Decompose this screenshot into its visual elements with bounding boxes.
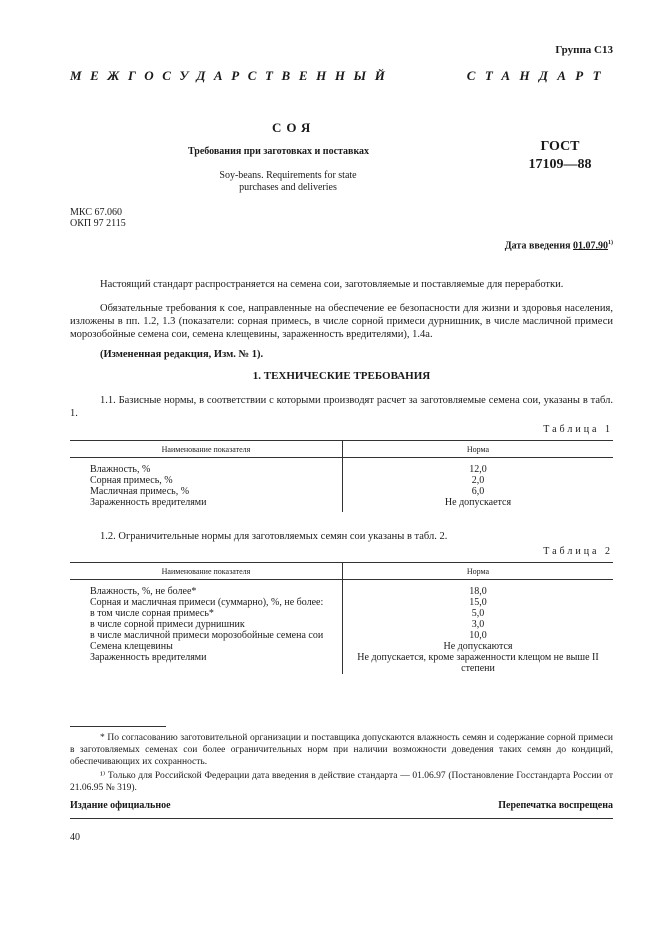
table-row [70, 630, 613, 641]
footnote-star [70, 732, 613, 768]
scope-text: Настоящий стандарт распространяется на семена сои, заготовляемые и поставляемые для переработки. [100, 279, 564, 290]
table2-cell-name: Семена клещевины [70, 641, 343, 652]
table-row [70, 486, 613, 497]
table1-cell-value: 2,0 [471, 475, 485, 486]
intro-date-value: 01.07.90 [573, 240, 608, 252]
english-title [160, 170, 416, 194]
table-row [70, 580, 613, 598]
paragraph-1-1 [70, 394, 613, 420]
clause-1-2-text: 1.2. Ограничительные нормы для заготовляемых семян сои указаны в табл. 2. [100, 531, 448, 542]
document-subtitle: Требования при заготовках и поставках [188, 146, 370, 157]
table2-cell-value: Не допускаются [443, 641, 513, 652]
page-number: 40 [70, 832, 80, 843]
table2-cell-name: в числе сорной примеси дурнишник [70, 619, 343, 630]
table2-cell-value: 3,0 [471, 619, 485, 630]
table-row [70, 619, 613, 630]
gost-designation [520, 138, 600, 174]
table1-cell-name: Сорная примесь, % [70, 475, 343, 486]
table-limit-norms [70, 562, 613, 674]
table2-cell-name: в числе масличной примеси морозобойные семена сои [70, 630, 343, 641]
mks-code: МКС 67.060 [70, 207, 122, 218]
footer-divider [70, 818, 613, 819]
table2-cell-value: 18,0 [469, 586, 487, 597]
paragraph-scope [70, 278, 613, 291]
table1-cell-value: Не допускается [444, 497, 512, 508]
official-edition: Издание официальное [70, 800, 171, 811]
table-row [70, 641, 613, 652]
english-title-line2: purchases and deliveries [239, 182, 337, 193]
amendment-text: (Измененная редакция, Изм. № 1). [100, 349, 264, 360]
table2-header-norm: Норма [343, 563, 614, 580]
footnote-one-text: ¹⁾ Только для Российской Федерации дата введения в действие стандарта — 01.06.97 (Постановление Госстандарта России от 21.06.95 № 319). [70, 771, 613, 793]
table1-header-indicator: Наименование показателя [70, 441, 343, 458]
table2-cell-name: Сорная и масличная примеси (суммарно), %, не более: [70, 597, 343, 608]
intro-date-note: 1) [608, 240, 613, 246]
table-row [70, 497, 613, 512]
paragraph-1-2 [70, 530, 613, 543]
table-row [70, 597, 613, 608]
reprint-notice: Перепечатка воспрещена [498, 800, 613, 811]
banner-interstate: МЕЖГОСУДАРСТВЕННЫЙ [70, 68, 394, 83]
table2-cell-value: 5,0 [471, 608, 485, 619]
table1-header-norm: Норма [343, 441, 614, 458]
table2-cell-value: 15,0 [469, 597, 487, 608]
gost-number: 17109—88 [528, 157, 592, 172]
footnote-one [70, 770, 613, 794]
table-row [70, 608, 613, 619]
table-basic-norms [70, 440, 613, 512]
table1-cell-name: Масличная примесь, % [70, 486, 343, 497]
okp-code: ОКП 97 2115 [70, 218, 126, 229]
table2-header-indicator: Наименование показателя [70, 563, 343, 580]
table1-cell-name: Влажность, % [70, 458, 343, 476]
intro-date-label: Дата введения [504, 240, 571, 252]
paragraph-amendment [70, 348, 613, 361]
table1-cell-value: 12,0 [469, 464, 487, 475]
introduction-date [505, 240, 613, 251]
table2-cell-name: Влажность, %, не более* [70, 580, 343, 598]
paragraph-mandatory [70, 302, 613, 341]
classification-codes [70, 207, 126, 229]
table2-cell-name: в том числе сорная примесь* [70, 608, 343, 619]
table1-label: Таблица 1 [543, 424, 613, 435]
gost-label: ГОСТ [540, 139, 580, 154]
footnote-star-text: * По согласованию заготовительной организации и поставщика допускаются влажность семян и содержание сорной примеси в заготовляемых семенах сои более ограничительных норм при наличии возможности доведения таких семян до кондиций, обеспечивающих их сохранность. [70, 733, 613, 767]
table1-cell-value: 6,0 [471, 486, 485, 497]
table1-cell-name: Зараженность вредителями [70, 497, 343, 512]
english-title-line1: Soy-beans. Requirements for state [219, 170, 357, 181]
document-title: СОЯ [272, 120, 316, 135]
table2-cell-value: Не допускается, кроме зараженности клещом не выше II степени [357, 652, 599, 674]
banner-standard: СТАНДАРТ [466, 68, 610, 83]
table-row [70, 652, 613, 674]
table2-label: Таблица 2 [543, 546, 613, 557]
mandatory-text: Обязательные требования к сое, направленные на обеспечение ее безопасности для жизни и здоровья населения, изложены в пп. 1.2, 1.3 (показатели: сорная примесь, в числе сорной примеси дурнишник, в числе масличной примеси морозобойные семена сои, семена клещевины, зараженность вредителями), 1.4а. [70, 303, 613, 340]
clause-1-1-text: 1.1. Базисные нормы, в соответствии с которыми производят расчет за заготовляемые семена сои, указаны в табл. 1. [70, 395, 613, 419]
footnote-divider [70, 726, 166, 727]
table-row [70, 475, 613, 486]
group-code: Группа С13 [555, 44, 613, 56]
table-row [70, 458, 613, 476]
section-heading: 1. ТЕХНИЧЕСКИЕ ТРЕБОВАНИЯ [252, 370, 431, 382]
table2-cell-name: Зараженность вредителями [70, 652, 343, 674]
table2-cell-value: 10,0 [469, 630, 487, 641]
